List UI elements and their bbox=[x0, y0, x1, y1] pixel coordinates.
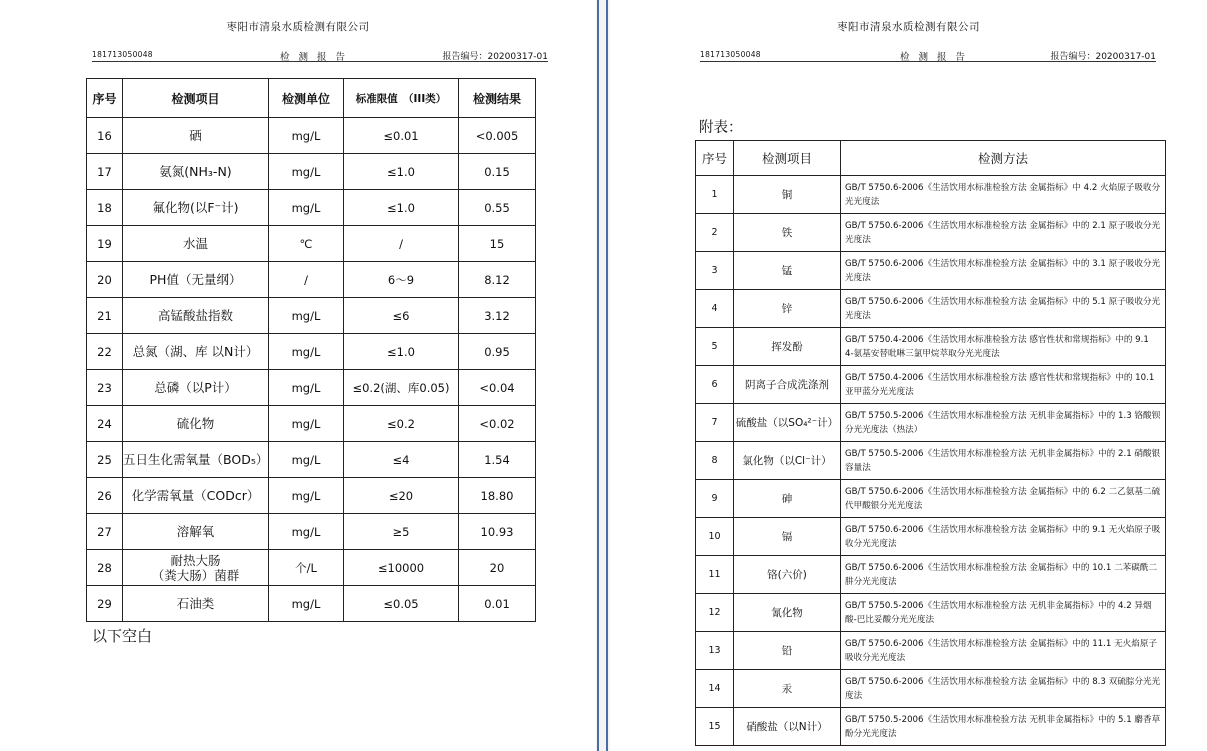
methods-table-header bbox=[696, 141, 1166, 176]
page-divider-left bbox=[597, 0, 599, 751]
cell-limit: ≤4 bbox=[344, 442, 459, 478]
cell-unit: mg/L bbox=[269, 190, 344, 226]
table-row bbox=[87, 550, 536, 586]
cell-unit: mg/L bbox=[269, 478, 344, 514]
cell-no: 17 bbox=[87, 154, 123, 190]
cell-no: 4 bbox=[696, 290, 734, 328]
cell-item: 水温 bbox=[123, 226, 269, 262]
table-row bbox=[696, 480, 1166, 518]
cell-no: 13 bbox=[696, 632, 734, 670]
header-no: 序号 bbox=[87, 79, 123, 118]
report-header-line-right bbox=[700, 49, 1156, 62]
cell-item: 挥发酚 bbox=[734, 328, 841, 366]
cell-item: 硫化物 bbox=[123, 406, 269, 442]
report-title-right: 检 测 报 告 bbox=[900, 52, 969, 63]
report-page-right bbox=[610, 0, 1207, 751]
cell-item: 硫酸盐（以SO₄²⁻计） bbox=[734, 404, 841, 442]
cell-no: 16 bbox=[87, 118, 123, 154]
table-row bbox=[696, 670, 1166, 708]
table-row bbox=[87, 442, 536, 478]
table-row bbox=[87, 190, 536, 226]
cell-no: 27 bbox=[87, 514, 123, 550]
cell-limit: ≤10000 bbox=[344, 550, 459, 586]
cell-item: 氨氮(NH₃-N) bbox=[123, 154, 269, 190]
table-row bbox=[696, 252, 1166, 290]
cell-unit: mg/L bbox=[269, 370, 344, 406]
cell-no: 9 bbox=[696, 480, 734, 518]
cell-result: <0.005 bbox=[459, 118, 536, 154]
blank-note: 以下空白 bbox=[92, 627, 153, 645]
cell-item: 总磷（以P计） bbox=[123, 370, 269, 406]
cell-limit: ≥5 bbox=[344, 514, 459, 550]
table-row bbox=[87, 298, 536, 334]
cell-unit: mg/L bbox=[269, 442, 344, 478]
cell-result: <0.02 bbox=[459, 406, 536, 442]
results-table bbox=[86, 78, 536, 622]
cell-unit: / bbox=[269, 262, 344, 298]
cell-item: 氟化物(以F⁻计) bbox=[123, 190, 269, 226]
cell-unit: mg/L bbox=[269, 118, 344, 154]
table-row bbox=[87, 478, 536, 514]
header-result: 检测结果 bbox=[459, 79, 536, 118]
table-row bbox=[696, 594, 1166, 632]
header-item: 检测项目 bbox=[123, 79, 269, 118]
table-row bbox=[87, 514, 536, 550]
cell-no: 7 bbox=[696, 404, 734, 442]
company-name-right: 枣阳市清泉水质检测有限公司 bbox=[837, 21, 980, 33]
table-row bbox=[87, 586, 536, 622]
cell-no: 2 bbox=[696, 214, 734, 252]
table-row bbox=[696, 404, 1166, 442]
cell-no: 14 bbox=[696, 670, 734, 708]
cell-unit: mg/L bbox=[269, 154, 344, 190]
cell-result: 18.80 bbox=[459, 478, 536, 514]
cell-result: 0.15 bbox=[459, 154, 536, 190]
table-row bbox=[87, 154, 536, 190]
cell-item: 硒 bbox=[123, 118, 269, 154]
cell-result: 3.12 bbox=[459, 298, 536, 334]
cell-item: 锌 bbox=[734, 290, 841, 328]
table-row bbox=[87, 334, 536, 370]
cell-item: 化学需氧量（CODcr） bbox=[123, 478, 269, 514]
cell-limit: 6～9 bbox=[344, 262, 459, 298]
cell-method: GB/T 5750.5-2006《生活饮用水标准检验方法 无机非金属指标》中的 4.2 异烟酸-巴比妥酸分光光度法 bbox=[841, 594, 1166, 632]
cell-unit: 个/L bbox=[269, 550, 344, 586]
cell-limit: ≤0.05 bbox=[344, 586, 459, 622]
cell-limit: ≤0.2 bbox=[344, 406, 459, 442]
cell-unit: mg/L bbox=[269, 406, 344, 442]
methods-table bbox=[695, 140, 1166, 746]
page-divider-right bbox=[606, 0, 608, 751]
cell-no: 22 bbox=[87, 334, 123, 370]
table-row bbox=[696, 442, 1166, 480]
cell-no: 29 bbox=[87, 586, 123, 622]
cell-result: 1.54 bbox=[459, 442, 536, 478]
cell-no: 24 bbox=[87, 406, 123, 442]
cell-item: 铬(六价) bbox=[734, 556, 841, 594]
cell-result: 8.12 bbox=[459, 262, 536, 298]
cell-item: 硝酸盐（以N计） bbox=[734, 708, 841, 746]
cell-item: 铅 bbox=[734, 632, 841, 670]
results-table-header bbox=[87, 79, 536, 118]
cell-limit: ≤0.2(湖、库0.05) bbox=[344, 370, 459, 406]
cell-limit: ≤1.0 bbox=[344, 190, 459, 226]
cell-item: 砷 bbox=[734, 480, 841, 518]
cell-no: 15 bbox=[696, 708, 734, 746]
cell-no: 10 bbox=[696, 518, 734, 556]
cell-result: 10.93 bbox=[459, 514, 536, 550]
cell-method: GB/T 5750.4-2006《生活饮用水标准检验方法 感官性状和常规指标》中的 9.1 4-氨基安替吡啉三氯甲烷萃取分光光度法 bbox=[841, 328, 1166, 366]
cell-item: 氯化物（以Cl⁻计） bbox=[734, 442, 841, 480]
cell-limit: ≤0.01 bbox=[344, 118, 459, 154]
cell-item: 镉 bbox=[734, 518, 841, 556]
header-method: 检测方法 bbox=[841, 141, 1166, 176]
cell-method: GB/T 5750.6-2006《生活饮用水标准检验方法 金属指标》中 4.2 火焰原子吸收分光光度法 bbox=[841, 176, 1166, 214]
cell-no: 6 bbox=[696, 366, 734, 404]
cell-limit: ≤1.0 bbox=[344, 154, 459, 190]
cell-item: 铜 bbox=[734, 176, 841, 214]
cell-item: PH值（无量纲） bbox=[123, 262, 269, 298]
cell-result: 0.01 bbox=[459, 586, 536, 622]
table-row bbox=[696, 290, 1166, 328]
cell-no: 21 bbox=[87, 298, 123, 334]
cell-unit: mg/L bbox=[269, 586, 344, 622]
table-row bbox=[87, 118, 536, 154]
cell-item: 五日生化需氧量（BOD₅） bbox=[123, 442, 269, 478]
cell-no: 18 bbox=[87, 190, 123, 226]
cell-limit: ≤20 bbox=[344, 478, 459, 514]
header-limit: 标准限值 （III类） bbox=[344, 79, 459, 118]
table-row bbox=[696, 556, 1166, 594]
cell-no: 26 bbox=[87, 478, 123, 514]
cell-unit: mg/L bbox=[269, 514, 344, 550]
cell-method: GB/T 5750.6-2006《生活饮用水标准检验方法 金属指标》中的 9.1 无火焰原子吸收分光光度法 bbox=[841, 518, 1166, 556]
cell-limit: ≤6 bbox=[344, 298, 459, 334]
report-number-right: 报告编号：20200317-01 bbox=[1050, 52, 1156, 62]
cell-item: 汞 bbox=[734, 670, 841, 708]
cell-unit: ℃ bbox=[269, 226, 344, 262]
cell-unit: mg/L bbox=[269, 298, 344, 334]
table-row bbox=[87, 262, 536, 298]
report-header-line bbox=[92, 49, 548, 62]
table-row bbox=[696, 366, 1166, 404]
cell-method: GB/T 5750.6-2006《生活饮用水标准检验方法 金属指标》中的 3.1 原子吸收分光光度法 bbox=[841, 252, 1166, 290]
cell-no: 19 bbox=[87, 226, 123, 262]
cell-result: 0.95 bbox=[459, 334, 536, 370]
cell-no: 5 bbox=[696, 328, 734, 366]
cell-method: GB/T 5750.6-2006《生活饮用水标准检验方法 金属指标》中的 8.3 双硫腙分光光度法 bbox=[841, 670, 1166, 708]
cell-no: 11 bbox=[696, 556, 734, 594]
table-row bbox=[696, 176, 1166, 214]
cell-item: 锰 bbox=[734, 252, 841, 290]
cell-method: GB/T 5750.4-2006《生活饮用水标准检验方法 感官性状和常规指标》中的 10.1 亚甲蓝分光光度法 bbox=[841, 366, 1166, 404]
cell-unit: mg/L bbox=[269, 334, 344, 370]
cell-no: 28 bbox=[87, 550, 123, 586]
cell-item: 耐热大肠 （粪大肠）菌群 bbox=[123, 550, 269, 586]
table-row bbox=[696, 328, 1166, 366]
cell-no: 20 bbox=[87, 262, 123, 298]
cell-method: GB/T 5750.6-2006《生活饮用水标准检验方法 金属指标》中的 2.1 原子吸收分光光度法 bbox=[841, 214, 1166, 252]
table-row bbox=[696, 708, 1166, 746]
cell-item: 高锰酸盐指数 bbox=[123, 298, 269, 334]
cell-item: 铁 bbox=[734, 214, 841, 252]
header-unit: 检测单位 bbox=[269, 79, 344, 118]
attachment-label: 附表： bbox=[699, 120, 743, 136]
cell-no: 25 bbox=[87, 442, 123, 478]
header-method-item: 检测项目 bbox=[734, 141, 841, 176]
table-row bbox=[87, 226, 536, 262]
header-method-no: 序号 bbox=[696, 141, 734, 176]
cell-item: 石油类 bbox=[123, 586, 269, 622]
table-row bbox=[87, 406, 536, 442]
cell-item: 溶解氧 bbox=[123, 514, 269, 550]
cell-result: 0.55 bbox=[459, 190, 536, 226]
report-page-left bbox=[0, 0, 596, 751]
cell-method: GB/T 5750.6-2006《生活饮用水标准检验方法 金属指标》中的 5.1 原子吸收分光光度法 bbox=[841, 290, 1166, 328]
cell-result: 20 bbox=[459, 550, 536, 586]
cell-item: 氰化物 bbox=[734, 594, 841, 632]
cell-method: GB/T 5750.6-2006《生活饮用水标准检验方法 金属指标》中的 10.1 二苯碳酰二肼分光光度法 bbox=[841, 556, 1166, 594]
table-row bbox=[87, 370, 536, 406]
cell-no: 3 bbox=[696, 252, 734, 290]
report-number: 报告编号：20200317-01 bbox=[442, 52, 548, 62]
cell-no: 1 bbox=[696, 176, 734, 214]
cell-limit: ≤1.0 bbox=[344, 334, 459, 370]
cell-item: 阴离子合成洗涤剂 bbox=[734, 366, 841, 404]
table-row bbox=[696, 518, 1166, 556]
company-name: 枣阳市清泉水质检测有限公司 bbox=[226, 21, 370, 33]
report-serial: 181713050048 bbox=[92, 50, 153, 59]
cell-method: GB/T 5750.5-2006《生活饮用水标准检验方法 无机非金属指标》中的 5.1 麝香草酚分光光度法 bbox=[841, 708, 1166, 746]
cell-method: GB/T 5750.5-2006《生活饮用水标准检验方法 无机非金属指标》中的 1.3 铬酸钡分光光度法（热法） bbox=[841, 404, 1166, 442]
table-row bbox=[696, 214, 1166, 252]
cell-no: 12 bbox=[696, 594, 734, 632]
cell-method: GB/T 5750.5-2006《生活饮用水标准检验方法 无机非金属指标》中的 2.1 硝酸银容量法 bbox=[841, 442, 1166, 480]
cell-item: 总氮（湖、库 以N计） bbox=[123, 334, 269, 370]
cell-no: 8 bbox=[696, 442, 734, 480]
cell-result: <0.04 bbox=[459, 370, 536, 406]
cell-method: GB/T 5750.6-2006《生活饮用水标准检验方法 金属指标》中的 6.2 二乙氨基二硫代甲酸银分光光度法 bbox=[841, 480, 1166, 518]
report-title: 检 测 报 告 bbox=[280, 52, 349, 63]
page-gutter bbox=[596, 0, 610, 751]
report-serial-right: 181713050048 bbox=[700, 50, 761, 59]
cell-method: GB/T 5750.6-2006《生活饮用水标准检验方法 金属指标》中的 11.1 无火焰原子吸收分光光度法 bbox=[841, 632, 1166, 670]
cell-limit: / bbox=[344, 226, 459, 262]
cell-no: 23 bbox=[87, 370, 123, 406]
cell-result: 15 bbox=[459, 226, 536, 262]
table-row bbox=[696, 632, 1166, 670]
